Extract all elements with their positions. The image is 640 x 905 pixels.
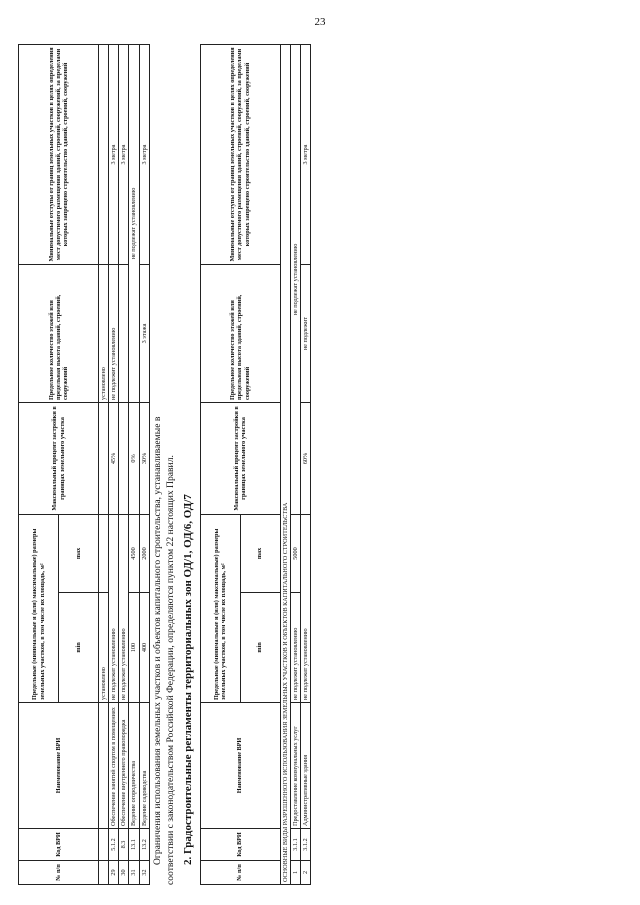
cell-max: 2000 [139,514,149,592]
cell-name: Обеспечение занятий спортом в помещениях [109,703,119,829]
restrictions-paragraph [152,45,178,885]
cell-min: не подлежат установлению [119,514,129,702]
cell-code: 13.2 [139,829,149,861]
cell-num: 2 [300,861,310,885]
cell-floors: не подлежит установлению [109,264,119,402]
cell-num: 1 [290,861,300,885]
cell-setback: 3 метра [139,44,149,264]
header-percent: Максимальный процент застройки в границах земельного участка [200,402,280,514]
cell-name: Предоставление коммунальных услуг [290,703,300,829]
cell-code: 8.3 [119,829,129,861]
cell-num: 29 [109,861,119,885]
section-title-row [280,44,290,884]
header-max: max [59,514,99,592]
cell-code: 3.1.2 [300,829,310,861]
page-number: 23 [314,16,326,28]
cell-setback: 3 метра [300,44,310,264]
cell-min: 400 [139,593,149,703]
cell-max: 4500 [129,514,139,592]
cell-num: 32 [139,861,149,885]
header-min: min [59,593,99,703]
header-name: Наименование ВРИ [200,703,280,829]
rotated-page-content [8,15,620,885]
cell-floors: не подлежат установлению [290,44,300,514]
section-title: ОСНОВНЫЕ ВИДЫ РАЗРЕШЕННОГО ИСПОЛЬЗОВАНИЯ ЗЕМЕЛЬНЫХ УЧАСТКОВ И ОБЪЕКТОВ КАПИТАЛЬНОГО СТРОИТЕЛЬСТВА [280,44,290,884]
header-setbacks: Минимальные отступы от границ земельных участков в целях определения мест допустимого размещения зданий, строений, сооружений, за пределами которых запрещено строительство зданий, строений, сооружений [200,44,280,264]
cell-percent: 60% [300,402,310,514]
header-min: min [240,593,280,703]
header-floors: Предельное количество этажей или предельная высота зданий, строений, сооружений [19,264,99,402]
cell-floors: не подлежит [300,264,310,402]
paragraph-line: Ограничения использования земельных участков и объектов капитального строительства, устанавливаемые в [151,416,163,865]
cell-code: 3.1.1 [290,829,300,861]
header-code: Код ВРИ [200,829,280,861]
cell-min: не подлежат установлению [300,514,310,702]
cell-floors: установлено [99,264,109,402]
cell-code: 5.1.2 [109,829,119,861]
cell-code: 13.1 [129,829,139,861]
header-num: № п/п [200,861,280,885]
section-heading: 2. Градостроительные регламенты территориальных зон ОД/1, ОД/6, ОД/7 [181,494,194,865]
cell-max: 5000 [290,514,300,592]
header-max: max [240,514,280,592]
regulations-table-1 [18,44,150,885]
regulations-table-2 [200,44,311,885]
cell-min: установлено [99,593,109,703]
cell-min: не подлежат установлению [109,514,119,702]
header-limits: Предельные (минимальные и (или) максимальные) размеры земельных участков, в том числе их площадь, м² [200,514,240,702]
table-row [290,44,300,884]
cell-name: Обеспечение внутреннего правопорядка [119,703,129,829]
header-num: № п/п [19,861,99,885]
cell-num: 30 [119,861,129,885]
header-floors: Предельное количество этажей или предельная высота зданий, строений, сооружений [200,264,280,402]
header-percent: Максимальный процент застройки в границах земельного участка [19,402,99,514]
cell-min: не подлежит установлению [290,593,300,703]
table-row [129,44,139,884]
table-row [99,44,109,884]
cell-percent: 0% [129,402,139,514]
header-setbacks: Минимальные отступы от границ земельных участков в целях определения мест допустимого размещения зданий, строений, сооружений, за пределами которых запрещено строительство зданий, строений, сооружений [19,44,99,264]
cell-name: Административные здания [300,703,310,829]
table-row [300,44,310,884]
cell-setback: 3 метра [119,44,129,264]
cell-percent: 30% [139,402,149,514]
table-row [109,44,119,884]
header-limits: Предельные (минимальные и (или) максимальные) размеры земельных участков, в том числе их площадь, м² [19,514,59,702]
paragraph-line: соответствии с законодательством Российской Федерации, определяются пунктом 22 настоящих Правил. [164,455,176,885]
table-row [139,44,149,884]
cell-setback: 3 метра [109,44,119,264]
header-name: Наименование ВРИ [19,703,99,829]
cell-name: Ведение садоводства [139,703,149,829]
cell-floors: 3 этажа [139,264,149,402]
cell-name: Ведение огородничества [129,703,139,829]
header-code: Код ВРИ [19,829,99,861]
cell-percent: 45% [109,402,119,514]
table-row [119,44,129,884]
cell-min: 100 [129,593,139,703]
cell-floors: не подлежат установлению [129,44,139,402]
cell-num: 31 [129,861,139,885]
